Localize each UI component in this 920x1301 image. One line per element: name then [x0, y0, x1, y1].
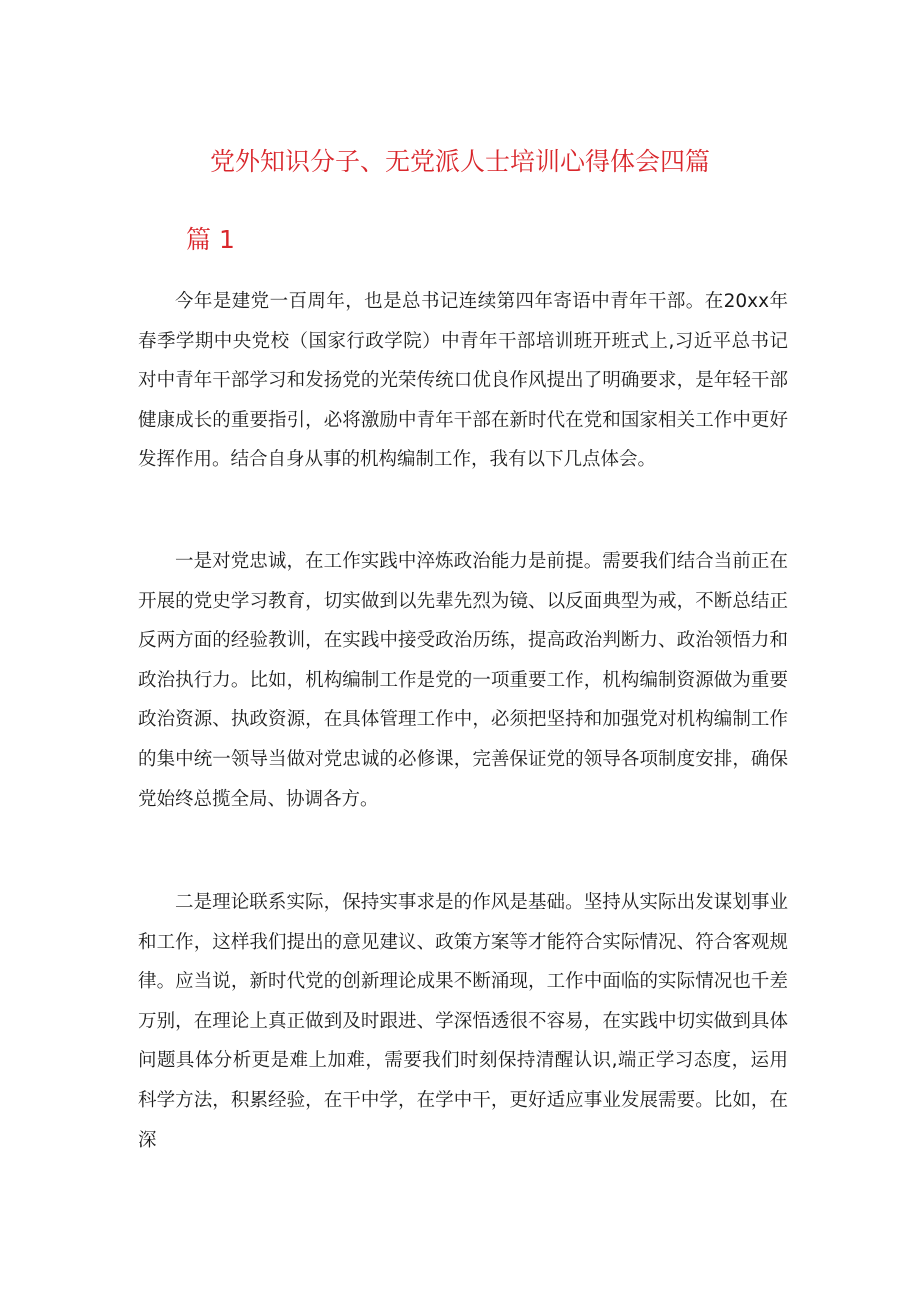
- section-heading: 篇 1: [186, 225, 235, 254]
- body-paragraph-2: 一是对党忠诚，在工作实践中淬炼政治能力是前提。需要我们结合当前正在开展的党史学习教育，切实做到以先辈先烈为镜、以反面典型为戒，不断总结正反两方面的经验教训，在实践中接受政治历练，提高政治判断力、政治领悟力和政治执行力。比如，机构编制工作是党的一项重要工作，机构编制资源做为重要政治资源、执政资源，在具体管理工作中，必须把坚持和加强党对机构编制工作的集中统一领导当做对党忠诚的必修课，完善保证党的领导各项制度安排，确保党始终总揽全局、协调各方。: [138, 551, 788, 810]
- document-title: 党外知识分子、无党派人士培训心得体会四篇: [209, 147, 710, 176]
- body-paragraph-3: 二是理论联系实际，保持实事求是的作风是基础。坚持从实际出发谋划事业和工作，这样我们提出的意见建议、政策方案等才能符合实际情况、符合客观规律。应当说，新时代党的创新理论成果不断涌现，工作中面临的实际情况也千差万别，在理论上真正做到及时跟进、学深悟透很不容易，在实践中切实做到具体问题具体分析更是难上加难，需要我们时刻保持清醒认识,端正学习态度，运用科学方法，积累经验，在干中学，在学中干，更好适应事业发展需要。比如，在深: [138, 892, 788, 1151]
- body-paragraph-1: 今年是建党一百周年，也是总书记连续第四年寄语中青年干部。在20xx年春季学期中央党校（国家行政学院）中青年干部培训班开班式上,习近平总书记对中青年干部学习和发扬党的光荣传统口优良作风提出了明确要求，是年轻干部健康成长的重要指引，必将激励中青年干部在新时代在党和国家相关工作中更好发挥作用。结合自身从事的机构编制工作，我有以下几点体会。: [138, 291, 788, 471]
